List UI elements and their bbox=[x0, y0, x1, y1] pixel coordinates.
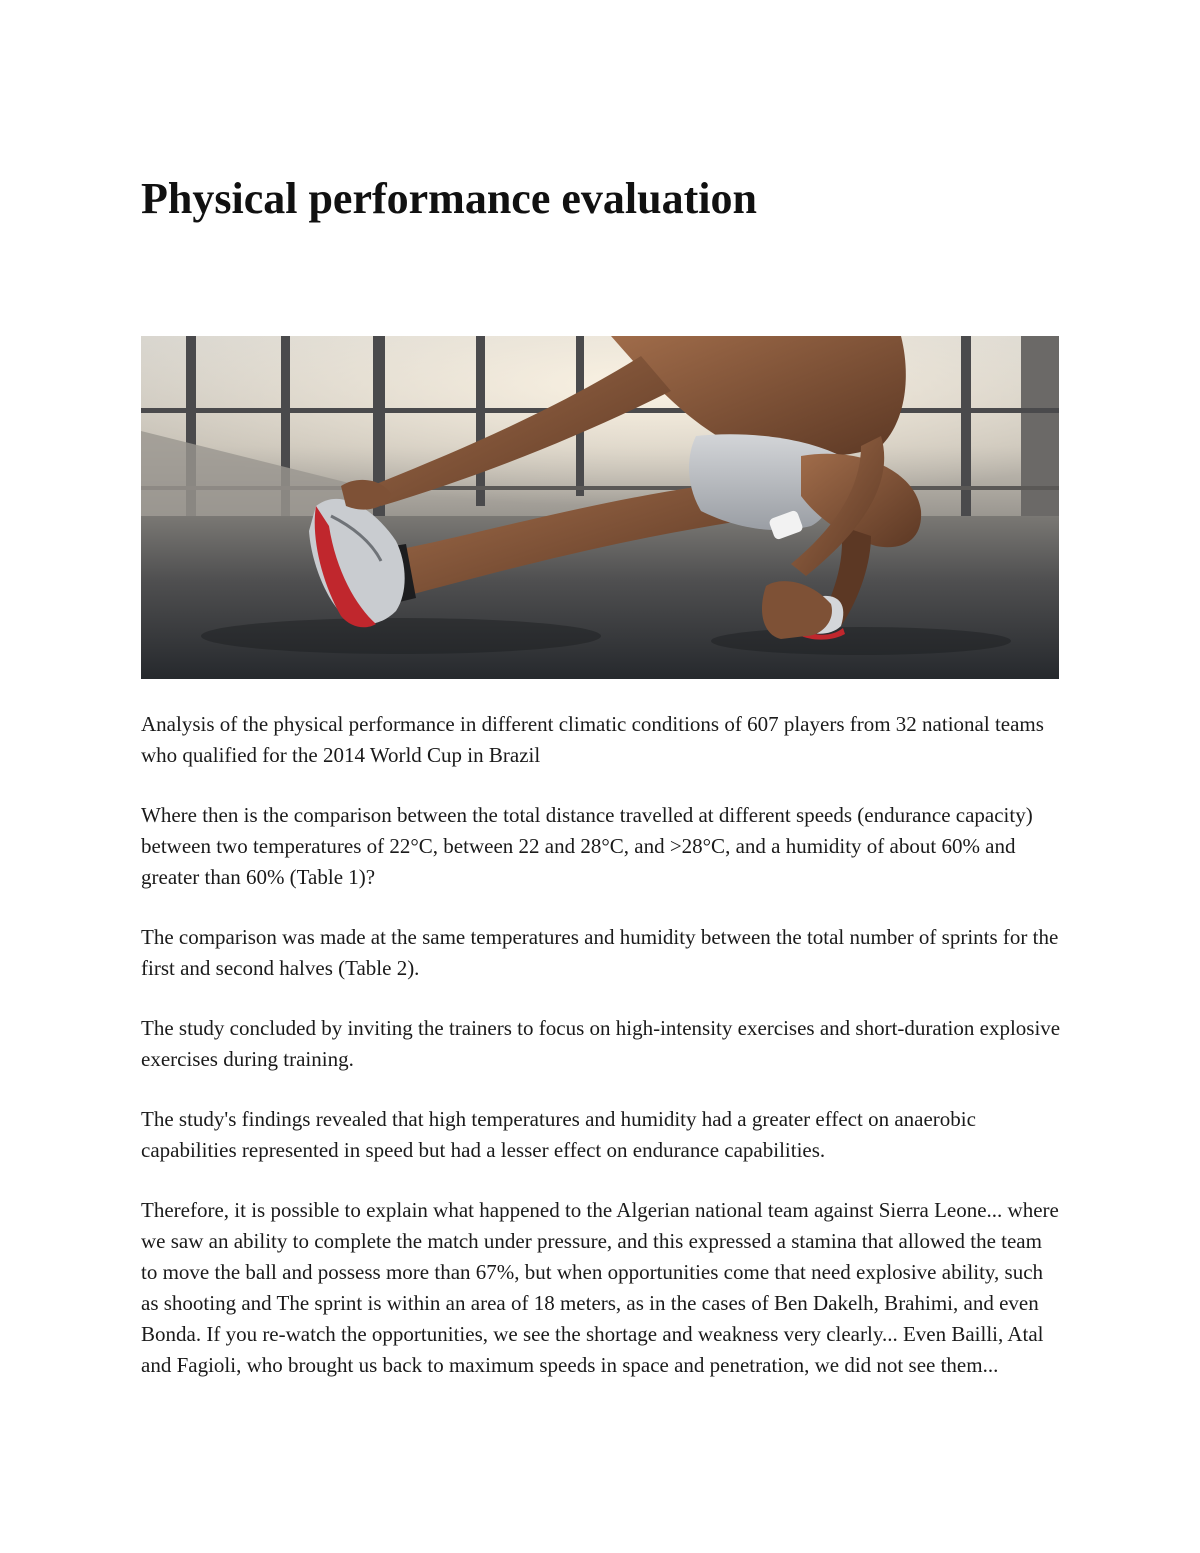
athlete-stretching-illustration bbox=[141, 336, 1059, 679]
page-title: Physical performance evaluation bbox=[141, 174, 757, 223]
hero-image bbox=[141, 336, 1059, 679]
paragraph-findings: The study's findings revealed that high temperatures and humidity had a greater effect on anaerobic capabilities represented in speed but had a lesser effect on endurance capabilities. bbox=[141, 1107, 976, 1162]
article-body bbox=[141, 709, 1063, 1410]
paragraph-algeria-analysis: Therefore, it is possible to explain what happened to the Algerian national team against Sierra Leone... where we saw an ability to complete the match under pressure, and this expressed a stamina that allowed the team to move the ball and possess more than 67%, but when opportunities come that need explosive ability, such as shooting and The sprint is within an area of 18 meters, as in the cases of Ben Dakelh, Brahimi, and even Bonda. If you re-watch the opportunities, we see the shortage and weakness very clearly... Even Bailli, Atal and Fagioli, who brought us back to maximum speeds in space and penetration, we did not see them... bbox=[141, 1198, 1059, 1377]
paragraph-conclusion: The study concluded by inviting the trainers to focus on high-intensity exercises and short-duration explosive exercises during training. bbox=[141, 1016, 1061, 1071]
paragraph-intro: Analysis of the physical performance in different climatic conditions of 607 players from 32 national teams who qualified for the 2014 World Cup in Brazil bbox=[141, 712, 1044, 767]
paragraph-comparison-sprints: The comparison was made at the same temperatures and humidity between the total number of sprints for the first and second halves (Table 2). bbox=[141, 925, 1059, 980]
paragraph-comparison-distance: Where then is the comparison between the total distance travelled at different speeds (endurance capacity) between two temperatures of 22°C, between 22 and 28°C, and >28°C, and a humidity of about 60% and greater than 60% (Table 1)? bbox=[141, 803, 1033, 889]
